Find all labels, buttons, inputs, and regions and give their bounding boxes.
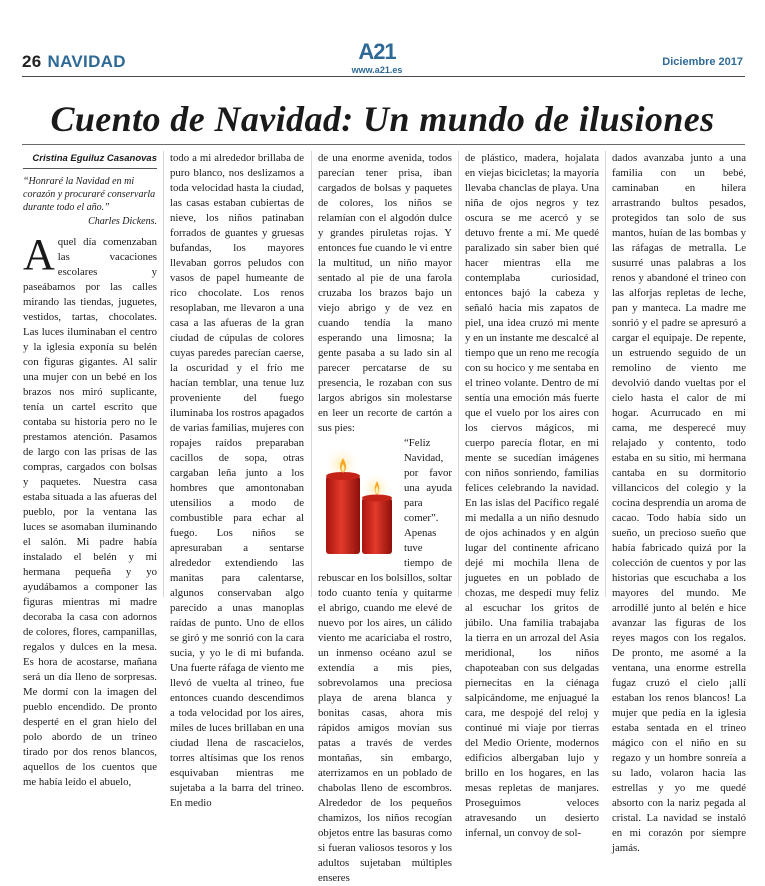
column-2-text: todo a mi alrededor brillaba de puro blanco, nos deslizamos a toda velocidad hasta la ciudad, las casas estaban cubiertas de nieve, los niños patinaban forrados de guantes y gruesas bufandas, los mayores llevaban gorros peludos con vasos de papel humeante de rico chocolate. Los renos resoplaban, me llevaron a una casa a las afueras de la gran ciudad de cúpulas de colores cuyas paredes parecían caerse, la oscuridad y el frío me hacían temblar, una tenue luz proveniente del fuego iluminaba los rostros apagados de varias familias, mujeres con ropajes raídos preparaban cacillos de sopa, otras cargaban leña junto a los hombres que amontonaban utensilios a modo de combustible para echar al fuego. Los niños se apresuraban a sentarse alrededor extendiendo las manitas para calentarse, algunos conservaban algo parecido a unas manoplas raídas de punto. Uno de ellos se giró y me sonrió con la cara sucia, y yo le di mi bufanda. Una fuerte ráfaga de viento me llevó de vuelta al trineo, fue entonces cuando descendimos a toda velocidad por los aires, miles de luces brillaban en una ciudad llena de rascacielos, torres altísimas que los renos esquivaban mientras me sujetaba a la barra del trineo. En medio <box>170 152 305 809</box>
column-4-text: de plástico, madera, hojalata en viejas bicicletas; la mayoría llevaba chanclas de playa. Una niña de ojos negros y tez oscura se me acercó y se detuvo frente a mí. Me quedé paralizado sin saber bien qué hacer mientras ella me contemplaba curiosidad, entonces bajó la cabeza y señaló hacia mis zapatos de piel, una idea cruzó mi mente y en un instante me descalcé al tiempo que un reno me recogía con su hocico y me sentaba en el trineo volante. Dentro de mí sentía una emoción más fuerte que el vuelo por los aires con los ciervos mágicos, mi cuerpo parecía flotar, en mi mente se sucedían imágenes con niños sonriendo, familias felices celebrando la navidad. En las islas del Pacífico regalé mi medalla a un niño desnudo de ojos achinados y en algún lugar del continente africano dejé mi mochila llena de juguetes en un poblado de chozas, me despedí muy feliz al escuchar los gritos de júbilo. Una familia trabajaba la tierra en un arrozal del Asia meridional, los niños chapoteaban con sus delgadas piernecitas en la ciénaga salpicándome, me enjuagué la cara, me despojé del reloj y continué mi viaje por tierras del Medio Oriente, modernos edificios albergaban lujo y brillo en los hogares, en las mesas repletas de manjares. Proseguimos veloces atravesando un desierto infernal, un convoy de sol- <box>465 152 600 839</box>
a21-logo <box>351 40 403 80</box>
epigraph-quote: “Honraré la Navidad en mi corazón y procuraré conservarla durante todo el año.” <box>23 176 156 213</box>
page-number: 26 <box>22 52 42 71</box>
article-title: Cuento de Navidad: Un mundo de ilusiones <box>50 99 715 139</box>
section-name: NAVIDAD <box>47 52 126 71</box>
article-column-3 <box>318 151 453 884</box>
article-column-2 <box>170 151 305 809</box>
candles-photo <box>318 438 398 556</box>
column-5-text: dados avanzaba junto a una familia con un bebé, caminaban en hilera arrastrando bultos pesados, protegidos tan solo de sus mantos, huían de las bombas y las ráfagas de metralla. Le susurré unas palabras a los renos y abandoné el trineo con las alforjas repletas de leche, pan y manteca. La madre me sonrió y el padre se apresuró a cargar el equipaje. De repente, un estruendo seguido de un remolino de viento me devolvió dando vueltas por el cielo hasta el calor de mi hogar. Acurrucado en mi cama, me desperecé muy relajado y contento, todo estaba en su sitio, mi hermana cantaba en su dormitorio villancicos del colegio y la cocina desprendía un aroma de cacao. Todo había sido un sueño, un precioso sueño que había fabricado quizá por la colección de cuentos y por las historias que escuchaba a los mayores del mundo. Me arrodillé junto al belén e hice avanzar las figuras de los reyes magos con los regalos. De pronto, me asomé a la ventana, una enorme estrella fugaz cruzó el cielo ¡allí estaban los renos blancos! La mujer que pedía en la iglesia estaba sentada en el trineo mágico con el niño en su regazo y un hombre sonreía a su lado, volaron hacia las estrellas y yo me quedé absorto con la nariz pegada al cristal. La navidad se instaló en mi corazón por siempre jamás. <box>612 152 746 854</box>
column-3-top-text: de una enorme avenida, todos parecían tener prisa, iban cargados de bolsas y paquetes de colores, los niños se relamían con el algodón dulce y grandes piruletas rojas. Y entonces fue cuando le vi entre la multitud, un niño mayor sentado al pie de una farola cruzaba los brazos bajo un viejo abrigo y de vez en cuando tendía la mano esperando una limosna; la gente pasaba a su lado sin al parecer percatarse de su presencia, le rozaban con sus largos abrigos sin molestarse en leer un recorte de cartón a sus pies: <box>318 152 453 434</box>
header-rule <box>22 76 745 77</box>
page-header-left <box>22 52 126 72</box>
column-divider <box>605 151 606 597</box>
article-author: Cristina Eguiluz Casanovas <box>23 151 157 169</box>
candles-icon <box>318 438 398 556</box>
column-divider <box>163 151 164 597</box>
column-1-text <box>23 230 157 790</box>
epigraph-attribution: Charles Dickens. <box>88 216 157 227</box>
drop-cap: A <box>23 230 55 279</box>
column-3-rest-text: Apenas tuve tiempo de rebuscar en los bolsillos, soltar todo cuanto tenía y quitarme el abrigo, cuando me elevé de nuevo por los aires, un cálido viento me acariciaba el rostro, un inmenso océano azul se extendía a mis pies, sobrevolamos una preciosa playa de arena blanca y bonitas casas, ahora mis rápidos amigos movían sus patas a través de verdes montañas, sin embargo, aterrizamos en un poblado de chabolas lleno de escombros. Alrededor de los pequeños chamizos, los niños recogían objetos entre las basuras como si fueran valiosos tesoros y los adultos sujetaban múltiples enseres <box>318 527 452 884</box>
cardboard-sign-text: “Feliz Navidad, por favor una ayuda para comer”. <box>404 437 452 524</box>
logo-url: www.a21.es <box>351 65 403 75</box>
title-rule <box>22 144 745 145</box>
column-divider <box>311 151 312 597</box>
logo-mark: A21 <box>358 39 396 64</box>
column-1-body: quel día comenzaban las vacaciones escolares y paseábamos por las calles mirando las tiendas, juguetes, vestidos, tartas, chocolates. Las luces iluminaban el centro y la iglesia exponía su belén con figuras gigantes. Al salir una mujer con un bebé en los brazos nos miró suplicante, tenía un cartel escrito que contaba su historia pero no le prestamos atención. Pasamos de largo con las prisas de las compras, cargados con bolsas y paquetes. Nuestra casa estaba situada a las afueras del pueblo, por la ventana las luces se asomaban iluminando el salón. Mi padre había instalado el belén y mi hermana pequeña y yo ayudábamos a componer las figuras mientras mi madre decoraba la casa con adornos de colores, flores, campanillas, regalos y dulces en la mesa. Es hora de acostarse, mañana será un día lleno de sorpresas. Me dormí con la imagen del pueblo encendido. De pronto desperté en el gran hielo del polo abordo de un trineo tirado por dos renos blancos, aquellos de los cuentos que me había leído el abuelo, <box>23 236 157 788</box>
column-divider <box>458 151 459 597</box>
issue-date: Diciembre 2017 <box>662 56 743 68</box>
article-column-5 <box>612 151 746 854</box>
article-column-1 <box>23 151 157 788</box>
article-column-4 <box>465 151 600 839</box>
